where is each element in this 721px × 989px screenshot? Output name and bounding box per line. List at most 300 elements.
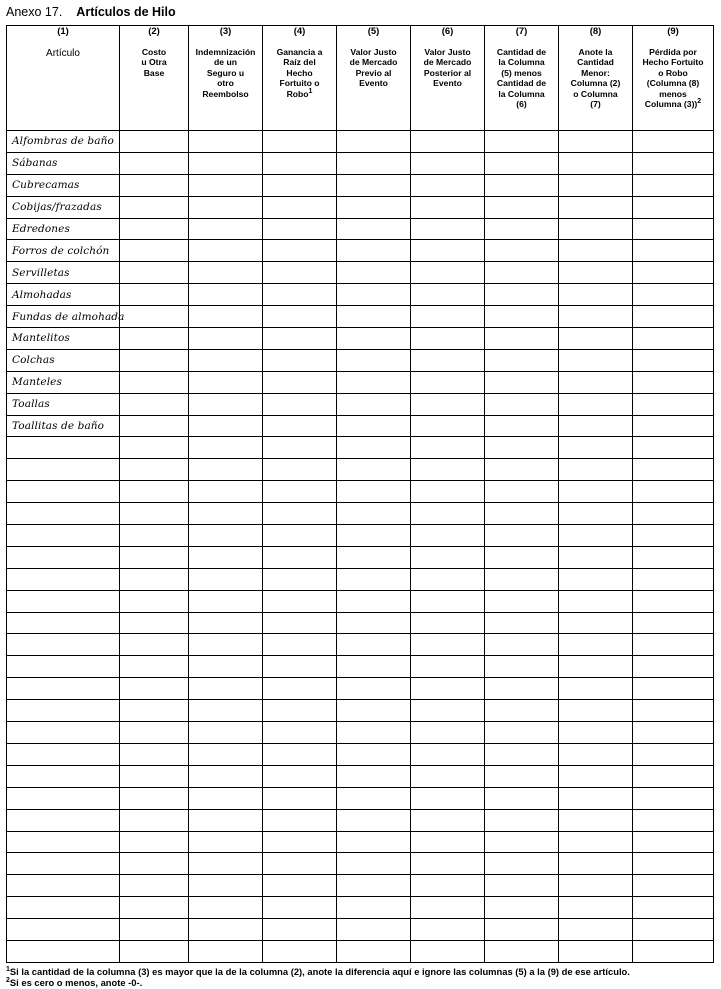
entry-cell[interactable]	[633, 612, 714, 634]
entry-cell[interactable]	[559, 349, 633, 371]
entry-cell[interactable]	[120, 503, 189, 525]
entry-cell[interactable]	[189, 415, 263, 437]
entry-cell[interactable]	[633, 546, 714, 568]
entry-cell[interactable]	[559, 634, 633, 656]
entry-cell[interactable]	[337, 240, 411, 262]
entry-cell[interactable]	[337, 897, 411, 919]
entry-cell[interactable]	[485, 240, 559, 262]
entry-cell[interactable]	[559, 284, 633, 306]
entry-cell[interactable]	[189, 459, 263, 481]
entry-cell[interactable]	[337, 481, 411, 503]
entry-cell[interactable]	[559, 240, 633, 262]
entry-cell[interactable]	[337, 590, 411, 612]
entry-cell[interactable]	[411, 940, 485, 962]
entry-cell[interactable]	[263, 131, 337, 153]
entry-cell[interactable]	[263, 940, 337, 962]
item-label-cell[interactable]: Cobijas/frazadas	[7, 196, 120, 218]
item-label-cell[interactable]: Alfombras de baño	[7, 131, 120, 153]
entry-cell[interactable]	[263, 481, 337, 503]
entry-cell[interactable]	[337, 262, 411, 284]
entry-cell[interactable]	[633, 853, 714, 875]
item-label-cell[interactable]: Fundas de almohada	[7, 306, 120, 328]
entry-cell[interactable]	[485, 262, 559, 284]
entry-cell[interactable]	[263, 503, 337, 525]
entry-cell[interactable]	[120, 328, 189, 350]
entry-cell[interactable]	[337, 875, 411, 897]
entry-cell[interactable]	[633, 284, 714, 306]
entry-cell[interactable]	[263, 262, 337, 284]
entry-cell[interactable]	[189, 349, 263, 371]
entry-cell[interactable]	[559, 196, 633, 218]
entry-cell[interactable]	[120, 174, 189, 196]
entry-cell[interactable]	[337, 809, 411, 831]
entry-cell[interactable]	[337, 919, 411, 941]
entry-cell[interactable]	[263, 459, 337, 481]
entry-cell[interactable]	[337, 831, 411, 853]
entry-cell[interactable]	[120, 284, 189, 306]
entry-cell[interactable]	[337, 853, 411, 875]
entry-cell[interactable]	[263, 612, 337, 634]
entry-cell[interactable]	[559, 262, 633, 284]
entry-cell[interactable]	[120, 940, 189, 962]
item-entry-cell[interactable]	[7, 853, 120, 875]
entry-cell[interactable]	[559, 590, 633, 612]
item-label-cell[interactable]: Cubrecamas	[7, 174, 120, 196]
entry-cell[interactable]	[485, 349, 559, 371]
entry-cell[interactable]	[559, 787, 633, 809]
entry-cell[interactable]	[263, 174, 337, 196]
entry-cell[interactable]	[485, 174, 559, 196]
entry-cell[interactable]	[411, 831, 485, 853]
entry-cell[interactable]	[120, 240, 189, 262]
entry-cell[interactable]	[633, 678, 714, 700]
entry-cell[interactable]	[559, 503, 633, 525]
entry-cell[interactable]	[189, 328, 263, 350]
entry-cell[interactable]	[411, 415, 485, 437]
entry-cell[interactable]	[263, 196, 337, 218]
item-entry-cell[interactable]	[7, 634, 120, 656]
entry-cell[interactable]	[485, 131, 559, 153]
entry-cell[interactable]	[633, 809, 714, 831]
item-label-cell[interactable]: Edredones	[7, 218, 120, 240]
entry-cell[interactable]	[633, 196, 714, 218]
entry-cell[interactable]	[633, 831, 714, 853]
entry-cell[interactable]	[633, 875, 714, 897]
entry-cell[interactable]	[189, 240, 263, 262]
entry-cell[interactable]	[337, 546, 411, 568]
item-label-cell[interactable]: Forros de colchón	[7, 240, 120, 262]
entry-cell[interactable]	[559, 174, 633, 196]
entry-cell[interactable]	[485, 722, 559, 744]
entry-cell[interactable]	[189, 481, 263, 503]
item-entry-cell[interactable]	[7, 787, 120, 809]
entry-cell[interactable]	[559, 568, 633, 590]
entry-cell[interactable]	[411, 897, 485, 919]
entry-cell[interactable]	[120, 897, 189, 919]
entry-cell[interactable]	[189, 700, 263, 722]
entry-cell[interactable]	[633, 459, 714, 481]
entry-cell[interactable]	[189, 940, 263, 962]
entry-cell[interactable]	[189, 656, 263, 678]
entry-cell[interactable]	[263, 152, 337, 174]
entry-cell[interactable]	[411, 590, 485, 612]
item-entry-cell[interactable]	[7, 765, 120, 787]
entry-cell[interactable]	[189, 897, 263, 919]
entry-cell[interactable]	[337, 765, 411, 787]
entry-cell[interactable]	[485, 371, 559, 393]
entry-cell[interactable]	[411, 306, 485, 328]
entry-cell[interactable]	[120, 831, 189, 853]
entry-cell[interactable]	[337, 787, 411, 809]
item-entry-cell[interactable]	[7, 568, 120, 590]
entry-cell[interactable]	[120, 787, 189, 809]
entry-cell[interactable]	[337, 306, 411, 328]
entry-cell[interactable]	[411, 218, 485, 240]
entry-cell[interactable]	[485, 568, 559, 590]
entry-cell[interactable]	[559, 393, 633, 415]
entry-cell[interactable]	[337, 152, 411, 174]
item-entry-cell[interactable]	[7, 722, 120, 744]
entry-cell[interactable]	[120, 568, 189, 590]
entry-cell[interactable]	[411, 525, 485, 547]
entry-cell[interactable]	[559, 678, 633, 700]
entry-cell[interactable]	[120, 853, 189, 875]
entry-cell[interactable]	[411, 459, 485, 481]
entry-cell[interactable]	[263, 875, 337, 897]
entry-cell[interactable]	[189, 306, 263, 328]
entry-cell[interactable]	[559, 481, 633, 503]
entry-cell[interactable]	[633, 328, 714, 350]
item-entry-cell[interactable]	[7, 503, 120, 525]
entry-cell[interactable]	[263, 634, 337, 656]
item-entry-cell[interactable]	[7, 481, 120, 503]
entry-cell[interactable]	[337, 371, 411, 393]
entry-cell[interactable]	[189, 196, 263, 218]
item-label-cell[interactable]: Colchas	[7, 349, 120, 371]
entry-cell[interactable]	[411, 765, 485, 787]
entry-cell[interactable]	[189, 722, 263, 744]
entry-cell[interactable]	[189, 262, 263, 284]
entry-cell[interactable]	[120, 612, 189, 634]
entry-cell[interactable]	[411, 919, 485, 941]
entry-cell[interactable]	[337, 459, 411, 481]
entry-cell[interactable]	[633, 437, 714, 459]
entry-cell[interactable]	[485, 678, 559, 700]
entry-cell[interactable]	[263, 525, 337, 547]
item-entry-cell[interactable]	[7, 831, 120, 853]
entry-cell[interactable]	[189, 612, 263, 634]
entry-cell[interactable]	[633, 262, 714, 284]
entry-cell[interactable]	[263, 919, 337, 941]
entry-cell[interactable]	[337, 743, 411, 765]
entry-cell[interactable]	[485, 503, 559, 525]
entry-cell[interactable]	[263, 656, 337, 678]
entry-cell[interactable]	[411, 634, 485, 656]
item-label-cell[interactable]: Toallas	[7, 393, 120, 415]
entry-cell[interactable]	[559, 525, 633, 547]
entry-cell[interactable]	[485, 940, 559, 962]
entry-cell[interactable]	[485, 437, 559, 459]
entry-cell[interactable]	[485, 875, 559, 897]
item-label-cell[interactable]: Manteles	[7, 371, 120, 393]
entry-cell[interactable]	[337, 722, 411, 744]
entry-cell[interactable]	[411, 131, 485, 153]
entry-cell[interactable]	[411, 349, 485, 371]
entry-cell[interactable]	[120, 546, 189, 568]
entry-cell[interactable]	[559, 722, 633, 744]
entry-cell[interactable]	[485, 590, 559, 612]
item-entry-cell[interactable]	[7, 700, 120, 722]
entry-cell[interactable]	[263, 678, 337, 700]
entry-cell[interactable]	[120, 371, 189, 393]
entry-cell[interactable]	[120, 875, 189, 897]
entry-cell[interactable]	[263, 240, 337, 262]
entry-cell[interactable]	[189, 437, 263, 459]
entry-cell[interactable]	[485, 284, 559, 306]
entry-cell[interactable]	[120, 700, 189, 722]
entry-cell[interactable]	[263, 393, 337, 415]
entry-cell[interactable]	[120, 415, 189, 437]
item-entry-cell[interactable]	[7, 875, 120, 897]
entry-cell[interactable]	[633, 568, 714, 590]
entry-cell[interactable]	[411, 568, 485, 590]
entry-cell[interactable]	[411, 612, 485, 634]
entry-cell[interactable]	[633, 722, 714, 744]
entry-cell[interactable]	[337, 612, 411, 634]
item-entry-cell[interactable]	[7, 897, 120, 919]
entry-cell[interactable]	[633, 919, 714, 941]
entry-cell[interactable]	[559, 437, 633, 459]
entry-cell[interactable]	[337, 437, 411, 459]
entry-cell[interactable]	[559, 940, 633, 962]
entry-cell[interactable]	[485, 328, 559, 350]
entry-cell[interactable]	[337, 284, 411, 306]
entry-cell[interactable]	[559, 328, 633, 350]
entry-cell[interactable]	[485, 787, 559, 809]
entry-cell[interactable]	[633, 765, 714, 787]
entry-cell[interactable]	[189, 919, 263, 941]
entry-cell[interactable]	[263, 349, 337, 371]
entry-cell[interactable]	[263, 853, 337, 875]
entry-cell[interactable]	[485, 393, 559, 415]
entry-cell[interactable]	[559, 700, 633, 722]
entry-cell[interactable]	[120, 262, 189, 284]
entry-cell[interactable]	[263, 700, 337, 722]
entry-cell[interactable]	[411, 393, 485, 415]
entry-cell[interactable]	[263, 743, 337, 765]
entry-cell[interactable]	[263, 371, 337, 393]
entry-cell[interactable]	[411, 174, 485, 196]
entry-cell[interactable]	[559, 546, 633, 568]
entry-cell[interactable]	[120, 459, 189, 481]
entry-cell[interactable]	[189, 853, 263, 875]
entry-cell[interactable]	[120, 743, 189, 765]
entry-cell[interactable]	[120, 393, 189, 415]
entry-cell[interactable]	[559, 459, 633, 481]
entry-cell[interactable]	[263, 787, 337, 809]
item-label-cell[interactable]: Almohadas	[7, 284, 120, 306]
entry-cell[interactable]	[633, 634, 714, 656]
entry-cell[interactable]	[120, 481, 189, 503]
entry-cell[interactable]	[337, 174, 411, 196]
entry-cell[interactable]	[559, 897, 633, 919]
entry-cell[interactable]	[189, 371, 263, 393]
entry-cell[interactable]	[411, 656, 485, 678]
entry-cell[interactable]	[633, 787, 714, 809]
entry-cell[interactable]	[337, 328, 411, 350]
entry-cell[interactable]	[189, 743, 263, 765]
entry-cell[interactable]	[559, 306, 633, 328]
entry-cell[interactable]	[411, 481, 485, 503]
entry-cell[interactable]	[411, 371, 485, 393]
entry-cell[interactable]	[263, 722, 337, 744]
entry-cell[interactable]	[633, 940, 714, 962]
entry-cell[interactable]	[189, 284, 263, 306]
entry-cell[interactable]	[485, 525, 559, 547]
entry-cell[interactable]	[120, 131, 189, 153]
entry-cell[interactable]	[337, 634, 411, 656]
item-entry-cell[interactable]	[7, 590, 120, 612]
item-entry-cell[interactable]	[7, 459, 120, 481]
item-entry-cell[interactable]	[7, 525, 120, 547]
entry-cell[interactable]	[485, 700, 559, 722]
entry-cell[interactable]	[337, 656, 411, 678]
entry-cell[interactable]	[120, 678, 189, 700]
entry-cell[interactable]	[120, 656, 189, 678]
entry-cell[interactable]	[337, 940, 411, 962]
entry-cell[interactable]	[633, 415, 714, 437]
item-entry-cell[interactable]	[7, 743, 120, 765]
item-label-cell[interactable]: Servilletas	[7, 262, 120, 284]
entry-cell[interactable]	[263, 328, 337, 350]
entry-cell[interactable]	[120, 218, 189, 240]
entry-cell[interactable]	[485, 656, 559, 678]
entry-cell[interactable]	[411, 152, 485, 174]
entry-cell[interactable]	[633, 174, 714, 196]
entry-cell[interactable]	[189, 174, 263, 196]
entry-cell[interactable]	[485, 218, 559, 240]
entry-cell[interactable]	[263, 415, 337, 437]
entry-cell[interactable]	[411, 700, 485, 722]
item-entry-cell[interactable]	[7, 656, 120, 678]
entry-cell[interactable]	[559, 875, 633, 897]
item-entry-cell[interactable]	[7, 919, 120, 941]
entry-cell[interactable]	[337, 196, 411, 218]
entry-cell[interactable]	[189, 546, 263, 568]
entry-cell[interactable]	[189, 787, 263, 809]
entry-cell[interactable]	[120, 306, 189, 328]
item-entry-cell[interactable]	[7, 809, 120, 831]
entry-cell[interactable]	[337, 700, 411, 722]
entry-cell[interactable]	[559, 415, 633, 437]
entry-cell[interactable]	[485, 919, 559, 941]
entry-cell[interactable]	[263, 568, 337, 590]
entry-cell[interactable]	[485, 765, 559, 787]
entry-cell[interactable]	[633, 393, 714, 415]
entry-cell[interactable]	[263, 218, 337, 240]
entry-cell[interactable]	[559, 853, 633, 875]
entry-cell[interactable]	[559, 612, 633, 634]
entry-cell[interactable]	[559, 919, 633, 941]
entry-cell[interactable]	[411, 437, 485, 459]
entry-cell[interactable]	[411, 240, 485, 262]
entry-cell[interactable]	[337, 218, 411, 240]
entry-cell[interactable]	[485, 853, 559, 875]
entry-cell[interactable]	[411, 328, 485, 350]
entry-cell[interactable]	[189, 568, 263, 590]
item-entry-cell[interactable]	[7, 546, 120, 568]
entry-cell[interactable]	[411, 284, 485, 306]
entry-cell[interactable]	[411, 503, 485, 525]
entry-cell[interactable]	[189, 809, 263, 831]
item-entry-cell[interactable]	[7, 678, 120, 700]
entry-cell[interactable]	[633, 481, 714, 503]
entry-cell[interactable]	[633, 700, 714, 722]
entry-cell[interactable]	[559, 152, 633, 174]
entry-cell[interactable]	[120, 590, 189, 612]
entry-cell[interactable]	[633, 503, 714, 525]
entry-cell[interactable]	[485, 634, 559, 656]
entry-cell[interactable]	[411, 196, 485, 218]
entry-cell[interactable]	[189, 152, 263, 174]
entry-cell[interactable]	[411, 809, 485, 831]
entry-cell[interactable]	[485, 481, 559, 503]
entry-cell[interactable]	[189, 678, 263, 700]
entry-cell[interactable]	[559, 831, 633, 853]
entry-cell[interactable]	[263, 306, 337, 328]
entry-cell[interactable]	[120, 809, 189, 831]
entry-cell[interactable]	[263, 590, 337, 612]
entry-cell[interactable]	[559, 656, 633, 678]
entry-cell[interactable]	[633, 656, 714, 678]
item-entry-cell[interactable]	[7, 612, 120, 634]
entry-cell[interactable]	[337, 393, 411, 415]
entry-cell[interactable]	[189, 503, 263, 525]
entry-cell[interactable]	[485, 459, 559, 481]
entry-cell[interactable]	[189, 765, 263, 787]
entry-cell[interactable]	[120, 919, 189, 941]
item-label-cell[interactable]: Sábanas	[7, 152, 120, 174]
entry-cell[interactable]	[559, 371, 633, 393]
entry-cell[interactable]	[411, 853, 485, 875]
entry-cell[interactable]	[559, 809, 633, 831]
entry-cell[interactable]	[411, 743, 485, 765]
entry-cell[interactable]	[411, 875, 485, 897]
entry-cell[interactable]	[120, 152, 189, 174]
entry-cell[interactable]	[633, 240, 714, 262]
entry-cell[interactable]	[337, 131, 411, 153]
entry-cell[interactable]	[633, 743, 714, 765]
entry-cell[interactable]	[263, 546, 337, 568]
entry-cell[interactable]	[189, 634, 263, 656]
item-entry-cell[interactable]	[7, 940, 120, 962]
entry-cell[interactable]	[263, 765, 337, 787]
entry-cell[interactable]	[485, 196, 559, 218]
entry-cell[interactable]	[411, 722, 485, 744]
entry-cell[interactable]	[485, 809, 559, 831]
entry-cell[interactable]	[633, 897, 714, 919]
entry-cell[interactable]	[263, 831, 337, 853]
entry-cell[interactable]	[189, 831, 263, 853]
entry-cell[interactable]	[633, 590, 714, 612]
entry-cell[interactable]	[337, 525, 411, 547]
entry-cell[interactable]	[485, 612, 559, 634]
entry-cell[interactable]	[411, 787, 485, 809]
entry-cell[interactable]	[411, 678, 485, 700]
entry-cell[interactable]	[189, 875, 263, 897]
entry-cell[interactable]	[337, 568, 411, 590]
entry-cell[interactable]	[485, 306, 559, 328]
